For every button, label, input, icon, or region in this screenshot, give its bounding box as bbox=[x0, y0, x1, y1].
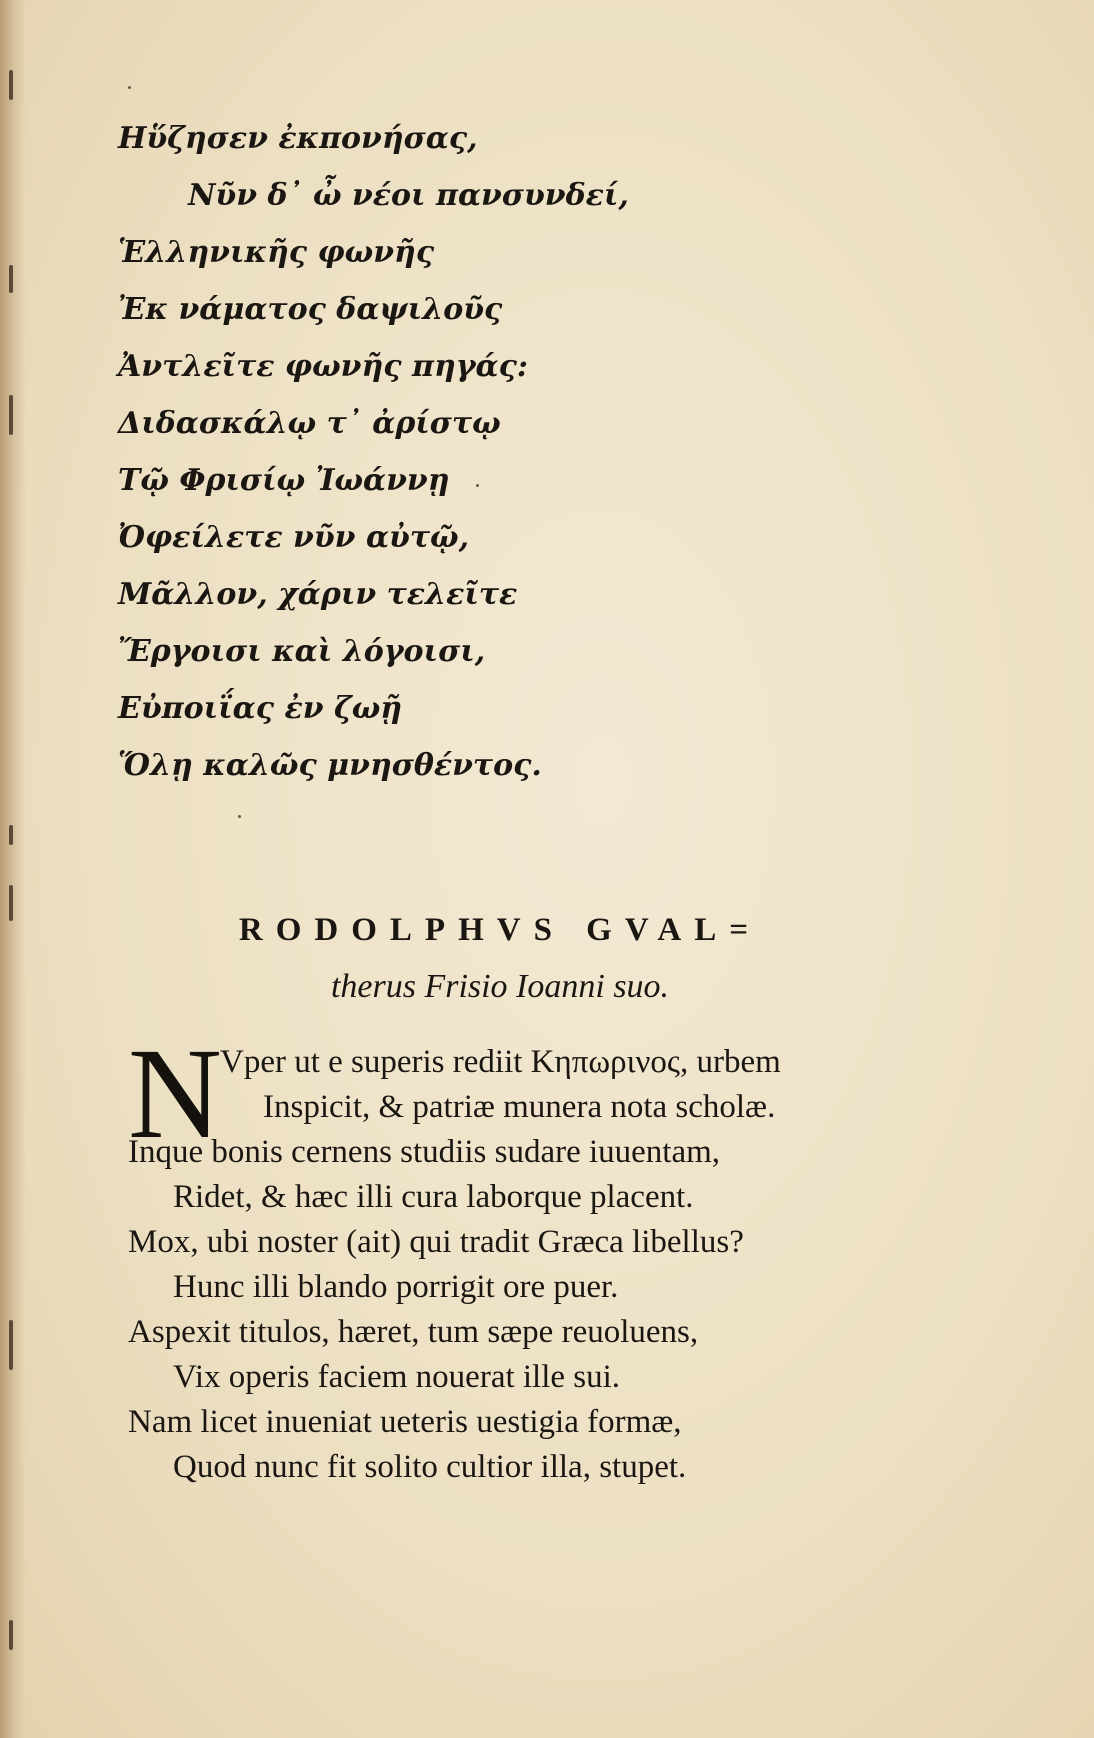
greek-line: Τῷ Φρισίῳ Ἰωάννῃ bbox=[118, 463, 450, 498]
gutter-mark bbox=[9, 825, 13, 845]
greek-line: Ὀφείλετε νῦν αὐτῷ, bbox=[118, 520, 470, 555]
greek-line: Ηὕζησεν ἐκπονήσας, bbox=[118, 121, 478, 156]
greek-line: Ἔργοισι καὶ λόγοισι, bbox=[118, 634, 486, 669]
page-gutter bbox=[0, 0, 26, 1738]
latin-line: Inspicit, & patriæ munera nota scholæ. bbox=[263, 1089, 776, 1125]
greek-poem bbox=[118, 110, 758, 794]
gutter-mark bbox=[9, 1620, 13, 1650]
ink-speck bbox=[128, 86, 131, 89]
greek-line: Ἀντλεῖτε φωνῆς πηγάς: bbox=[118, 349, 528, 384]
gutter-mark bbox=[9, 70, 13, 100]
greek-line: Ἐκ νάματος δαψιλοῦς bbox=[118, 292, 503, 327]
gutter-mark bbox=[9, 1320, 13, 1370]
latin-line: Aspexit titulos, hæret, tum sæpe reuoluens, bbox=[128, 1314, 699, 1350]
greek-line: Διδασκάλῳ τ᾽ ἀρίστῳ bbox=[118, 406, 501, 441]
poem-subheading: therus Frisio Ioanni suo. bbox=[330, 968, 670, 1005]
drop-cap: N bbox=[128, 1022, 222, 1166]
greek-line: Ὅλῃ καλῶς μνησθέντος. bbox=[118, 748, 542, 783]
latin-poem bbox=[128, 1022, 928, 1490]
latin-line: Vix operis faciem nouerat ille sui. bbox=[173, 1359, 621, 1395]
poem-heading: RODOLPHVS GVAL= bbox=[238, 912, 762, 948]
ink-speck bbox=[238, 815, 241, 818]
latin-line: Quod nunc fit solito cultior illa, stupet. bbox=[173, 1449, 687, 1485]
greek-line: Μᾶλλον, χάριν τελεῖτε bbox=[118, 577, 518, 612]
latin-line: Mox, ubi noster (ait) qui tradit Græca libellus? bbox=[128, 1224, 744, 1260]
gutter-mark bbox=[9, 395, 13, 435]
latin-line: Hunc illi blando porrigit ore puer. bbox=[173, 1269, 619, 1305]
latin-line: Vper ut e superis rediit Κηπωρινος, urbem bbox=[220, 1044, 781, 1080]
latin-line: Inque bonis cernens studiis sudare iuuentam, bbox=[128, 1134, 721, 1170]
greek-line: Νῦν δ᾽ ὦ νέοι πανσυνδεί, bbox=[188, 178, 629, 213]
latin-line: Ridet, & hæc illi cura laborque placent. bbox=[173, 1179, 694, 1215]
latin-line: Nam licet inueniat ueteris uestigia formæ, bbox=[128, 1404, 682, 1440]
gutter-mark bbox=[9, 265, 13, 293]
greek-line: Ἑλληνικῆς φωνῆς bbox=[118, 235, 435, 270]
greek-line: Εὐποιΐας ἐν ζωῇ bbox=[118, 691, 403, 726]
